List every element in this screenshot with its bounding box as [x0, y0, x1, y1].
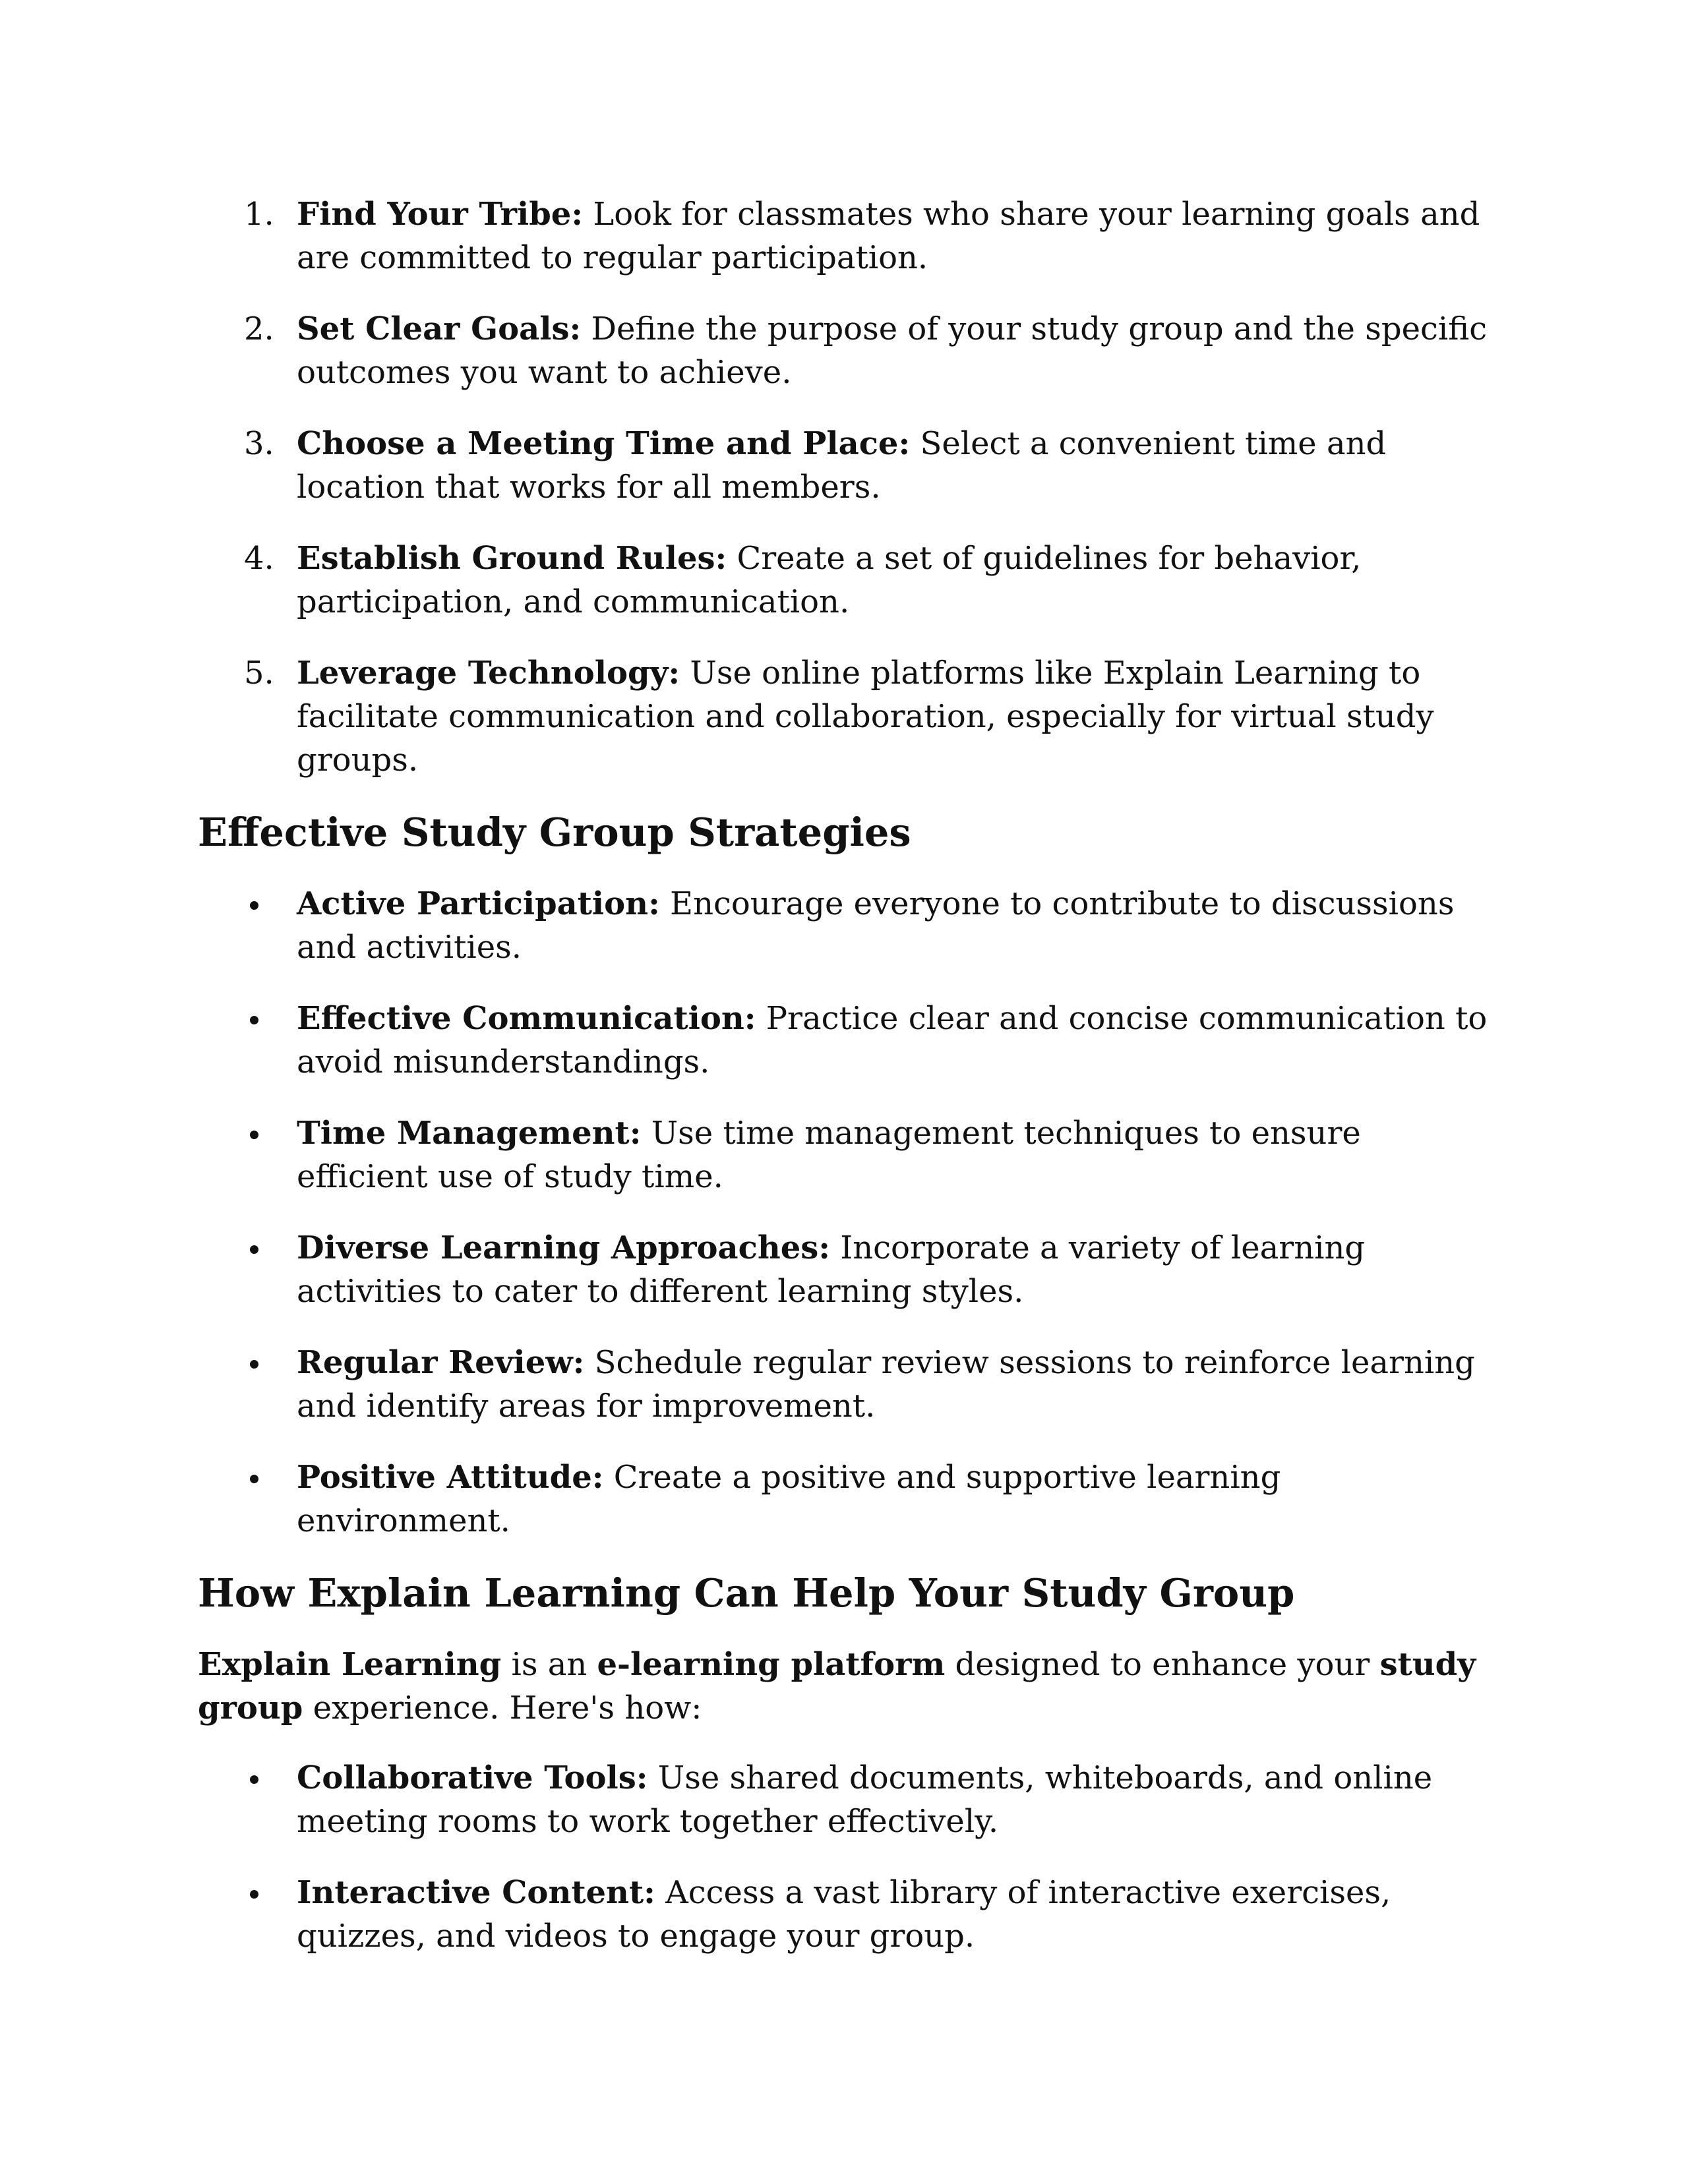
- list-item: [198, 997, 1490, 1084]
- bullet-dot-icon: [250, 1475, 258, 1483]
- bullet-dot-icon: [250, 1890, 258, 1899]
- document-content: [198, 192, 1490, 1986]
- list-number: 1.: [244, 196, 274, 233]
- item-title: Interactive Content:: [297, 1874, 655, 1911]
- item-title: Time Management:: [297, 1115, 642, 1152]
- help-bullet-list: [198, 1756, 1490, 1958]
- list-number: 4.: [244, 540, 274, 577]
- item-text: Select a convenient time and location that works for all members.: [297, 425, 1387, 506]
- list-item: [198, 651, 1490, 782]
- item-text: Schedule regular review sessions to reinforce learning and identify areas for improvement.: [297, 1344, 1475, 1425]
- item-title: Choose a Meeting Time and Place:: [297, 425, 911, 462]
- item-title: Positive Attitude:: [297, 1459, 604, 1496]
- section-heading-strategies: Effective Study Group Strategies: [198, 810, 911, 855]
- list-item: [198, 882, 1490, 969]
- list-item: [198, 422, 1490, 509]
- list-item: [198, 1341, 1490, 1428]
- item-text: Encourage everyone to contribute to discussions and activities.: [297, 885, 1455, 966]
- list-item: [198, 192, 1490, 280]
- bullet-dot-icon: [250, 1360, 258, 1369]
- list-item: [198, 1226, 1490, 1313]
- list-number: 2.: [244, 310, 274, 347]
- item-text: Use shared documents, whiteboards, and online meeting rooms to work together effectively.: [297, 1759, 1433, 1840]
- intro-text: is an: [501, 1646, 597, 1683]
- list-item: [198, 537, 1490, 624]
- intro-paragraph: [198, 1643, 1490, 1730]
- item-text: Access a vast library of interactive exercises, quizzes, and videos to engage your group.: [297, 1874, 1391, 1955]
- item-title: Find Your Tribe:: [297, 196, 584, 233]
- item-title: Collaborative Tools:: [297, 1759, 648, 1796]
- strategies-bullet-list: [198, 882, 1490, 1543]
- intro-text: experience. Here's how:: [303, 1690, 702, 1727]
- intro-bold-platform: e-learning platform: [597, 1646, 946, 1683]
- intro-text: designed to enhance your: [945, 1646, 1380, 1683]
- section-heading-help: How Explain Learning Can Help Your Study Group: [198, 1570, 1295, 1616]
- item-title: Diverse Learning Approaches:: [297, 1229, 831, 1266]
- item-title: Leverage Technology:: [297, 655, 680, 692]
- item-title: Set Clear Goals:: [297, 310, 582, 347]
- item-text: Incorporate a variety of learning activities to cater to different learning styles.: [297, 1229, 1366, 1310]
- item-text: Create a set of guidelines for behavior, participation, and communication.: [297, 540, 1362, 620]
- list-item: [198, 1871, 1490, 1958]
- bullet-dot-icon: [250, 1131, 258, 1139]
- intro-bold-brand: Explain Learning: [198, 1646, 502, 1683]
- item-text: Create a positive and supportive learning environment.: [297, 1459, 1281, 1539]
- item-title: Regular Review:: [297, 1344, 585, 1381]
- item-text: Use time management techniques to ensure efficient use of study time.: [297, 1115, 1361, 1195]
- list-item: [198, 307, 1490, 394]
- bullet-dot-icon: [250, 1245, 258, 1254]
- item-title: Establish Ground Rules:: [297, 540, 727, 577]
- item-text: Look for classmates who share your learning goals and are committed to regular participation.: [297, 196, 1480, 276]
- bullet-dot-icon: [250, 901, 258, 910]
- numbered-steps-list: [198, 192, 1490, 782]
- bullet-dot-icon: [250, 1016, 258, 1024]
- list-item: [198, 1111, 1490, 1198]
- item-text: Define the purpose of your study group and the specific outcomes you want to achieve.: [297, 310, 1488, 391]
- bullet-dot-icon: [250, 1775, 258, 1784]
- list-item: [198, 1456, 1490, 1543]
- item-title: Effective Communication:: [297, 1000, 756, 1037]
- list-number: 5.: [244, 655, 274, 692]
- intro-bold-study-group: study group: [198, 1646, 1476, 1727]
- item-title: Active Participation:: [297, 885, 660, 922]
- list-item: [198, 1756, 1490, 1843]
- list-number: 3.: [244, 425, 274, 462]
- item-text: Use online platforms like Explain Learning to facilitate communication and collaboration, especially for virtual study groups.: [297, 655, 1434, 779]
- item-text: Practice clear and concise communication to avoid misunderstandings.: [297, 1000, 1488, 1080]
